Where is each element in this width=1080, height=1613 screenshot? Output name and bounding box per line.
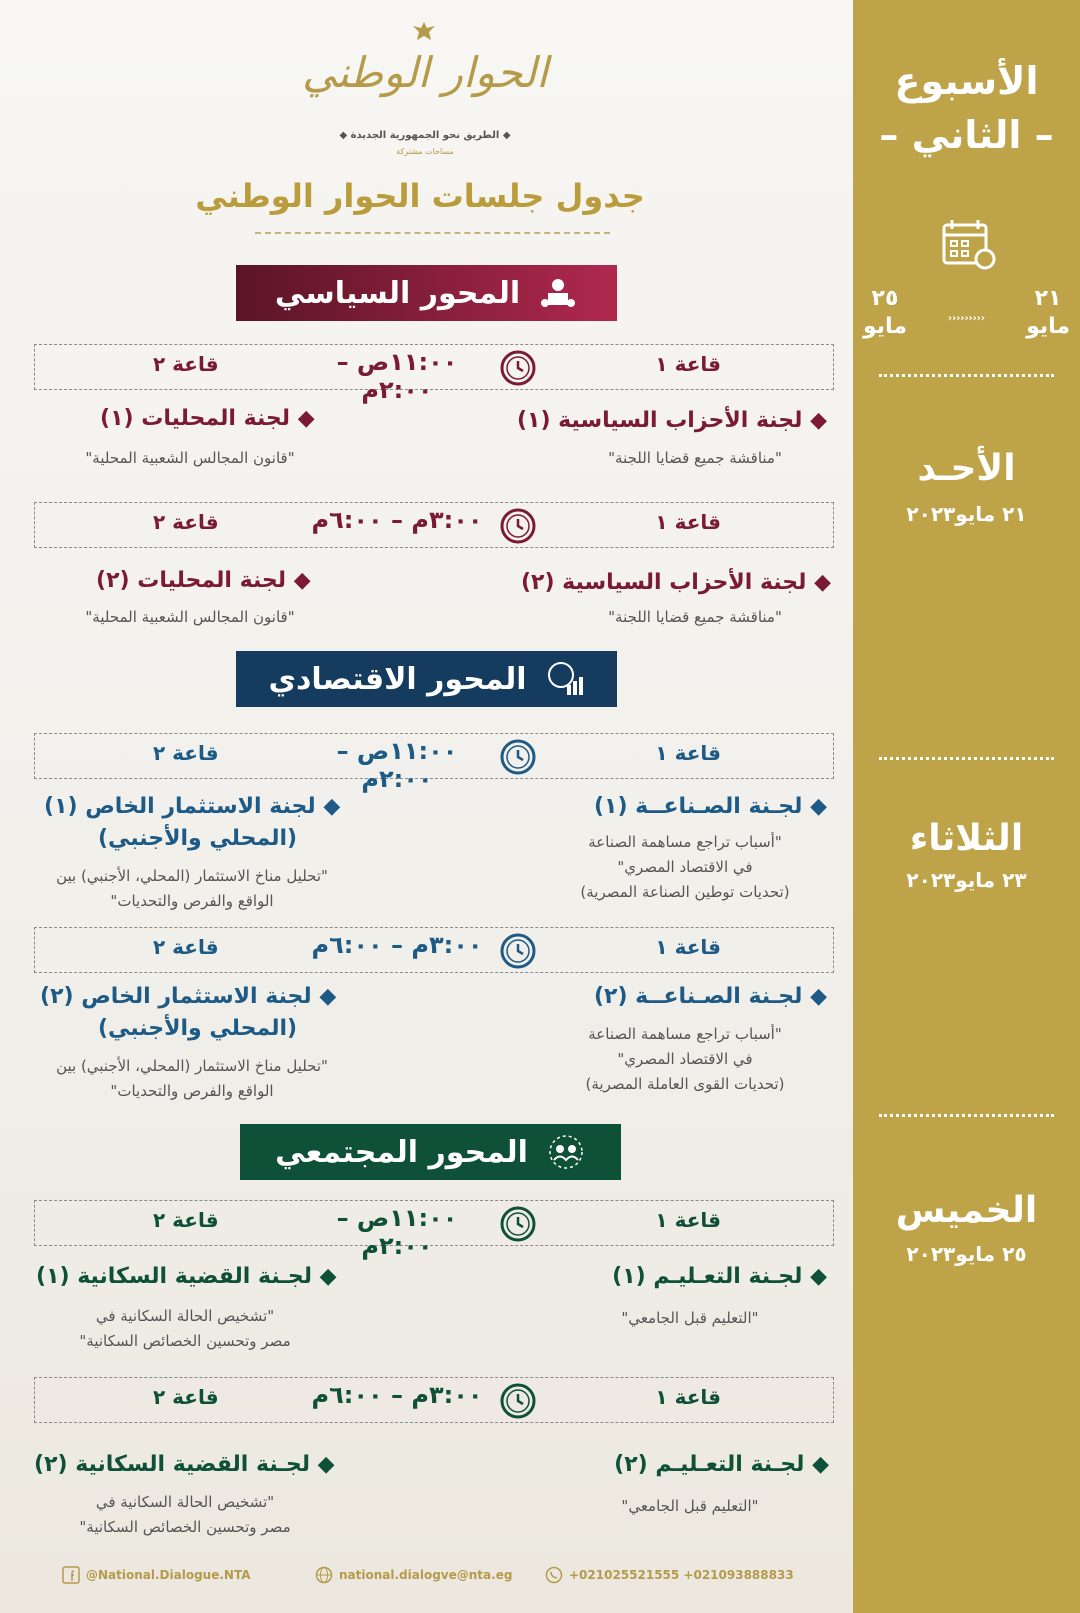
facebook-link[interactable]: @National.Dialogue.NTA xyxy=(62,1566,251,1584)
time-bar xyxy=(34,733,834,793)
committee-title: ◆ لجـنة التعـليـم (١) xyxy=(612,1264,827,1289)
committee-title: ◆ لجنة المحليات (١) xyxy=(100,406,315,431)
email-link[interactable]: national.dialogve@nta.eg xyxy=(315,1566,512,1584)
hall-label: قاعة ١ xyxy=(655,510,721,534)
committee-description: "تحليل مناخ الاستثمار (المحلي، الأجنبي) بين الواقع والفرص والتحديات" xyxy=(56,867,328,910)
committee-description: "قانون المجالس الشعبية المحلية" xyxy=(85,449,295,467)
community-icon xyxy=(546,1132,586,1172)
logo-wordmark: الحوار الوطني xyxy=(302,48,548,97)
hall-label: قاعة ١ xyxy=(655,935,721,959)
economic-axis-title: المحور الاقتصادي xyxy=(268,661,527,697)
hall-label: قاعة ٢ xyxy=(153,352,219,376)
committee-title: ◆ لجنة الأحزاب السياسية (٢) xyxy=(520,570,831,595)
session-time: ١١:٠٠ص – ٢:٠٠م xyxy=(336,348,458,404)
social-axis-title: المحور المجتمعي xyxy=(275,1134,528,1170)
committee-description: "تحليل مناخ الاستثمار (المحلي، الأجنبي) بين الواقع والفرص والتحديات" xyxy=(56,1057,328,1100)
day-name: الخميس xyxy=(895,1190,1038,1231)
committee-description: "مناقشة جميع قضايا اللجنة" xyxy=(608,608,782,626)
dotted-divider xyxy=(879,757,1054,760)
title-divider xyxy=(255,232,610,234)
dotted-divider xyxy=(879,1114,1054,1117)
day-date: ٢١ مايو٢٠٢٣ xyxy=(906,502,1027,526)
page-title: جدول جلسات الحوار الوطني xyxy=(195,177,645,215)
time-bar xyxy=(34,1200,834,1260)
week-date-range: ٢٥ مايو ››››››››› ٢١ مايو xyxy=(863,286,1070,339)
hall-label: قاعة ١ xyxy=(655,741,721,765)
clock-icon xyxy=(499,507,537,545)
committee-title: ◆ لجـنة القضية السكانية (٢) xyxy=(34,1452,335,1477)
globe-icon xyxy=(315,1566,333,1584)
day-name: الأحـد xyxy=(917,448,1016,489)
clock-icon xyxy=(499,932,537,970)
clock-icon xyxy=(499,1205,537,1243)
clock-icon xyxy=(499,1382,537,1420)
committee-description: "تشخيص الحالة السكانية في مصر وتحسين الخصائص السكانية" xyxy=(79,1307,291,1350)
political-axis-title: المحور السياسي xyxy=(274,275,521,311)
dotted-divider xyxy=(879,374,1054,377)
day-name: الثلاثاء xyxy=(909,818,1024,859)
committee-title: ◆ لجنة المحليات (٢) xyxy=(96,568,311,593)
tagline: ◆ الطريق نحو الجمهورية الجديدة ◆ xyxy=(339,130,511,141)
session-time: ١١:٠٠ص – ٢:٠٠م xyxy=(336,737,458,793)
time-bar xyxy=(34,502,834,548)
calendar-icon xyxy=(938,215,998,275)
time-bar xyxy=(34,344,834,404)
committee-description: "أسباب تراجع مساهمة الصناعة في الاقتصاد المصري" (تحديات القوى العاملة المصرية) xyxy=(585,1025,785,1093)
hall-label: قاعة ٢ xyxy=(153,935,219,959)
time-bar xyxy=(34,1377,834,1423)
committee-title: ◆ لجـنة الصـناعــة (١) xyxy=(593,794,827,819)
committee-title: ◆ لجنة الاستثمار الخاص (٢) xyxy=(40,984,337,1009)
committee-description: "مناقشة جميع قضايا اللجنة" xyxy=(608,449,782,467)
schedule-sidebar xyxy=(853,0,1080,1613)
hall-label: قاعة ٢ xyxy=(153,510,219,534)
tagline-sub: مساحات مشتركة xyxy=(396,147,454,156)
hall-label: قاعة ٢ xyxy=(153,1208,219,1232)
whatsapp-icon xyxy=(545,1566,563,1584)
week-label: الأسبوع – الثاني – xyxy=(879,59,1054,157)
committee-title: ◆ لجنة الاستثمار الخاص (١) xyxy=(44,794,341,819)
committee-subtitle: (المحلي والأجنبي) xyxy=(98,826,298,851)
committee-description: "التعليم قبل الجامعي" xyxy=(621,1309,759,1327)
session-time: ٣:٠٠م – ٦:٠٠م xyxy=(311,1381,483,1409)
committee-description: "أسباب تراجع مساهمة الصناعة في الاقتصاد المصري" (تحديات توطين الصناعة المصرية) xyxy=(580,833,790,901)
session-time: ٣:٠٠م – ٦:٠٠م xyxy=(311,506,483,534)
committee-title: ◆ لجـنة القضية السكانية (١) xyxy=(36,1264,337,1289)
committee-title: ◆ لجـنة الصـناعــة (٢) xyxy=(593,984,827,1009)
hall-label: قاعة ١ xyxy=(655,1385,721,1409)
committee-title: ◆ لجـنة التعـليـم (٢) xyxy=(614,1452,829,1477)
session-time: ٣:٠٠م – ٦:٠٠م xyxy=(311,931,483,959)
hall-label: قاعة ١ xyxy=(655,352,721,376)
facebook-icon xyxy=(62,1566,80,1584)
hall-label: قاعة ١ xyxy=(655,1208,721,1232)
eagle-emblem-icon xyxy=(411,20,437,46)
day-date: ٢٥ مايو٢٠٢٣ xyxy=(906,1242,1027,1266)
day-date: ٢٣ مايو٢٠٢٣ xyxy=(906,868,1027,892)
hall-label: قاعة ٢ xyxy=(153,1385,219,1409)
time-bar xyxy=(34,927,834,973)
economic-axis-banner xyxy=(236,651,617,707)
committee-subtitle: (المحلي والأجنبي) xyxy=(98,1016,298,1041)
committee-description: "التعليم قبل الجامعي" xyxy=(621,1497,759,1515)
committee-title: ◆ لجنة الأحزاب السياسية (١) xyxy=(516,408,827,433)
social-axis-banner xyxy=(240,1124,621,1180)
clock-icon xyxy=(499,349,537,387)
hall-label: قاعة ٢ xyxy=(153,741,219,765)
clock-icon xyxy=(499,738,537,776)
session-time: ١١:٠٠ص – ٢:٠٠م xyxy=(336,1204,458,1260)
phone-link[interactable]: +021025521555 +021093888833 xyxy=(545,1566,794,1584)
global-economy-icon xyxy=(545,659,585,699)
committee-description: "قانون المجالس الشعبية المحلية" xyxy=(85,608,295,626)
political-axis-banner xyxy=(236,265,617,321)
committee-description: "تشخيص الحالة السكانية في مصر وتحسين الخصائص السكانية" xyxy=(79,1493,291,1536)
parliament-icon xyxy=(538,273,578,313)
